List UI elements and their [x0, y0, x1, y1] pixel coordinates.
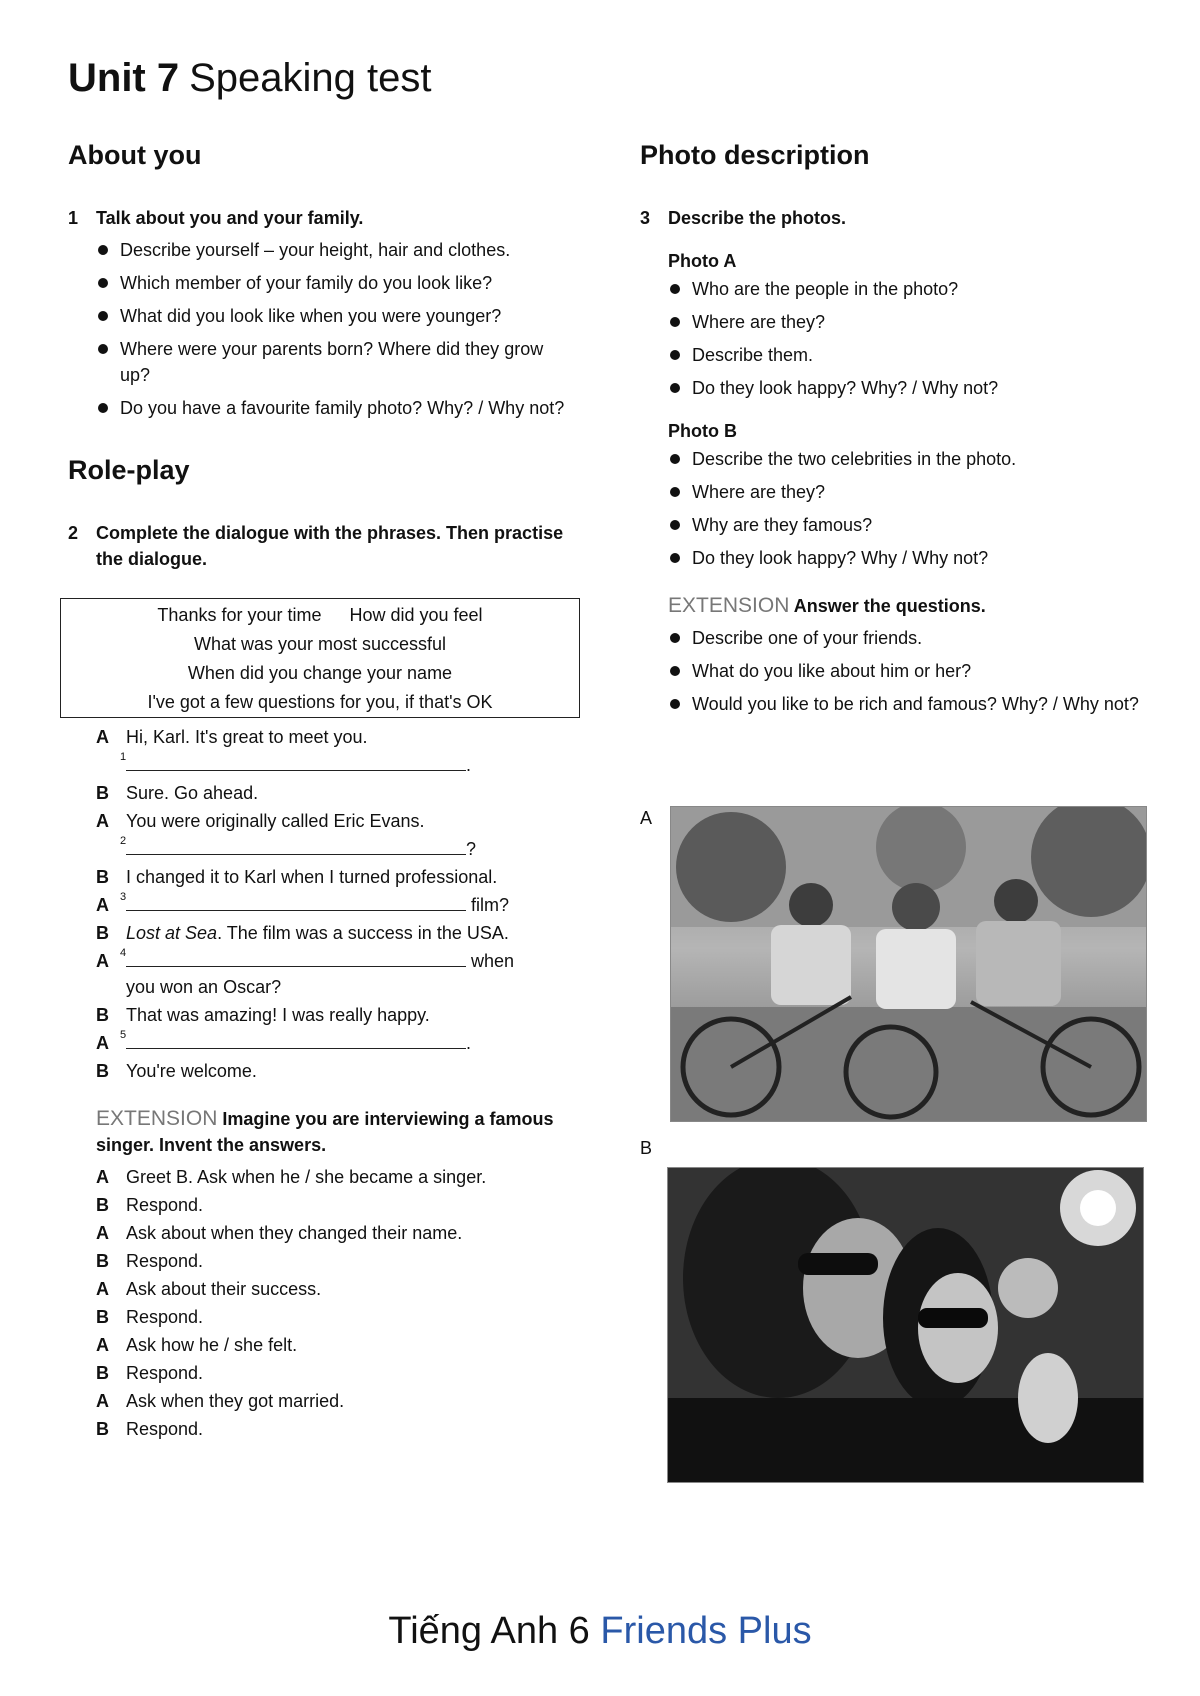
dialogue-line: [96, 1248, 578, 1274]
kids-on-bikes-photo: [671, 807, 1146, 1121]
photo-b-list: [640, 446, 1160, 571]
dialogue-line: [96, 780, 578, 806]
dialogue-line: [96, 864, 578, 890]
film-title: Lost at Sea: [126, 923, 218, 943]
photo-b-image: [667, 1167, 1144, 1483]
speaker: A: [96, 1391, 109, 1411]
task-text: Complete the dialogue with the phrases. Then practise the dialogue.: [96, 523, 564, 569]
roleplay-task: [68, 520, 578, 572]
photo-extension: [668, 593, 1160, 619]
phrase: When did you change your name: [187, 663, 453, 683]
photo-a-image: [670, 806, 1147, 1122]
celebrities-photo: [668, 1168, 1143, 1482]
phrase: Thanks for your time: [157, 605, 322, 625]
answer-blank[interactable]: [120, 835, 466, 855]
answer-blank[interactable]: [120, 1029, 466, 1049]
speaker: B: [96, 867, 109, 887]
line-text: Sure. Go ahead.: [126, 783, 259, 803]
dialogue-line: [96, 1360, 578, 1386]
list-item: Do they look happy? Why / Why not?: [668, 545, 1160, 571]
extension-text: Answer the questions.: [793, 596, 986, 616]
list-item: Which member of your family do you look like?: [96, 270, 578, 296]
dialogue-line: [96, 1030, 578, 1056]
dialogue-line: [96, 808, 578, 834]
speaker: B: [96, 1005, 109, 1025]
dialogue-line: [96, 892, 578, 918]
list-item: Do they look happy? Why? / Why not?: [668, 375, 1160, 401]
line-text: Ask when they got married.: [126, 1391, 345, 1411]
line-text: Greet B. Ask when he / she became a singer.: [126, 1167, 487, 1187]
answer-blank[interactable]: [120, 947, 466, 967]
line-text: .: [466, 1033, 472, 1053]
dialogue-line: [96, 948, 578, 1000]
dialogue-line: [96, 1416, 578, 1442]
blank-number: 3: [120, 891, 127, 903]
list-item: Do you have a favourite family photo? Why? / Why not?: [96, 395, 578, 421]
roleplay-extension: [96, 1106, 578, 1158]
footer-book-title: [0, 1610, 1200, 1653]
line-text: Hi, Karl. It's great to meet you.: [126, 727, 368, 747]
extension-list: [640, 625, 1160, 717]
photo-a-marker: A: [640, 808, 653, 828]
dialogue-line: [96, 1304, 578, 1330]
task-text: Describe the photos.: [668, 208, 847, 228]
list-item: Describe one of your friends.: [668, 625, 1160, 651]
extension-tag: EXTENSION: [668, 594, 790, 617]
list-item: Where are they?: [668, 309, 1160, 335]
footer-brand: Friends Plus: [600, 1610, 812, 1652]
dialogue-line: [96, 1058, 578, 1084]
speaker: B: [96, 1195, 109, 1215]
speaker: A: [96, 1223, 109, 1243]
dialogue: [68, 724, 578, 1084]
speaker: A: [96, 1279, 109, 1299]
speaker: B: [96, 923, 109, 943]
unit-label: Unit 7: [68, 56, 180, 100]
blank-number: 1: [120, 751, 127, 763]
speaker: B: [96, 1061, 109, 1081]
footer-prefix: Tiếng Anh 6: [388, 1610, 590, 1652]
photo-heading: Photo description: [640, 140, 870, 170]
speaker: B: [96, 1419, 109, 1439]
right-column: [640, 140, 1160, 724]
dialogue-line: [96, 724, 578, 750]
line-text: you won an Oscar?: [126, 977, 282, 997]
speaker: A: [96, 811, 109, 831]
list-item: What do you like about him or her?: [668, 658, 1160, 684]
list-item: Who are the people in the photo?: [668, 276, 1160, 302]
line-text: . The film was a success in the USA.: [217, 923, 509, 943]
dialogue-line: [96, 1332, 578, 1358]
extension-text: Imagine you are interviewing a famous singer. Invent the answers.: [96, 1109, 554, 1155]
list-item: Describe them.: [668, 342, 1160, 368]
roleplay-heading: Role-play: [68, 455, 190, 485]
photo-a-list: [640, 276, 1160, 401]
title-subtitle: Speaking test: [189, 56, 432, 100]
speaker: A: [96, 1335, 109, 1355]
list-item: Where were your parents born? Where did they grow up?: [96, 336, 578, 388]
line-text: Ask how he / she felt.: [126, 1335, 298, 1355]
speaker: A: [96, 1033, 109, 1053]
dialogue-line: [96, 1220, 578, 1246]
dialogue-line: [96, 1002, 578, 1028]
speaker: B: [96, 1251, 109, 1271]
speaker: A: [96, 727, 109, 747]
list-item: Where are they?: [668, 479, 1160, 505]
about-list: [68, 237, 578, 421]
line-text: when: [466, 951, 515, 971]
left-column: [68, 140, 578, 1444]
dialogue-line: [96, 1164, 578, 1190]
answer-blank[interactable]: [120, 751, 466, 771]
blank-number: 2: [120, 835, 127, 847]
task-number: 1: [68, 208, 79, 228]
line-text: ?: [466, 839, 477, 859]
list-item: Would you like to be rich and famous? Why? / Why not?: [668, 691, 1160, 717]
line-text: Respond.: [126, 1363, 204, 1383]
extension-dialogue: [68, 1164, 578, 1442]
list-item: Describe yourself – your height, hair and clothes.: [96, 237, 578, 263]
photo-b-marker: B: [640, 1138, 653, 1158]
task-text: Talk about you and your family.: [96, 208, 364, 228]
dialogue-line: [96, 1192, 578, 1218]
speaker: B: [96, 1363, 109, 1383]
speaker: A: [96, 951, 109, 971]
speaker: B: [96, 783, 109, 803]
speaker: A: [96, 895, 109, 915]
line-text: Ask about their success.: [126, 1279, 322, 1299]
phrase: What was your most successful: [193, 634, 447, 654]
line-text: Respond.: [126, 1251, 204, 1271]
blank-number: 5: [120, 1029, 127, 1041]
extension-tag: EXTENSION: [96, 1107, 218, 1130]
photo-b-label: Photo B: [668, 421, 737, 441]
photo-a-label: Photo A: [668, 251, 737, 271]
line-text: .: [466, 755, 472, 775]
line-text: Ask about when they changed their name.: [126, 1223, 463, 1243]
dialogue-line: [96, 836, 578, 862]
line-text: Respond.: [126, 1195, 204, 1215]
list-item: Describe the two celebrities in the photo.: [668, 446, 1160, 472]
dialogue-line: [96, 1276, 578, 1302]
line-text: You're welcome.: [126, 1061, 257, 1081]
line-text: Respond.: [126, 1307, 204, 1327]
dialogue-line: [96, 1388, 578, 1414]
speaker: B: [96, 1307, 109, 1327]
task-number: 3: [640, 208, 651, 228]
phrase: How did you feel: [349, 605, 483, 625]
line-text: You were originally called Eric Evans.: [126, 811, 425, 831]
task-number: 2: [68, 523, 79, 543]
photo-task: [640, 205, 1160, 231]
list-item: Why are they famous?: [668, 512, 1160, 538]
line-text: That was amazing! I was really happy.: [126, 1005, 430, 1025]
blank-number: 4: [120, 947, 127, 959]
list-item: What did you look like when you were younger?: [96, 303, 578, 329]
page-title: [68, 56, 432, 101]
line-text: film?: [466, 895, 510, 915]
phrase-box: [60, 598, 580, 718]
about-task: [68, 205, 578, 231]
line-text: I changed it to Karl when I turned professional.: [126, 867, 498, 887]
line-text: Respond.: [126, 1419, 204, 1439]
dialogue-line: [96, 920, 578, 946]
phrase: I've got a few questions for you, if that's OK: [147, 692, 493, 712]
answer-blank[interactable]: [120, 891, 466, 911]
speaker: A: [96, 1167, 109, 1187]
about-heading: About you: [68, 140, 202, 170]
dialogue-line: [96, 752, 578, 778]
